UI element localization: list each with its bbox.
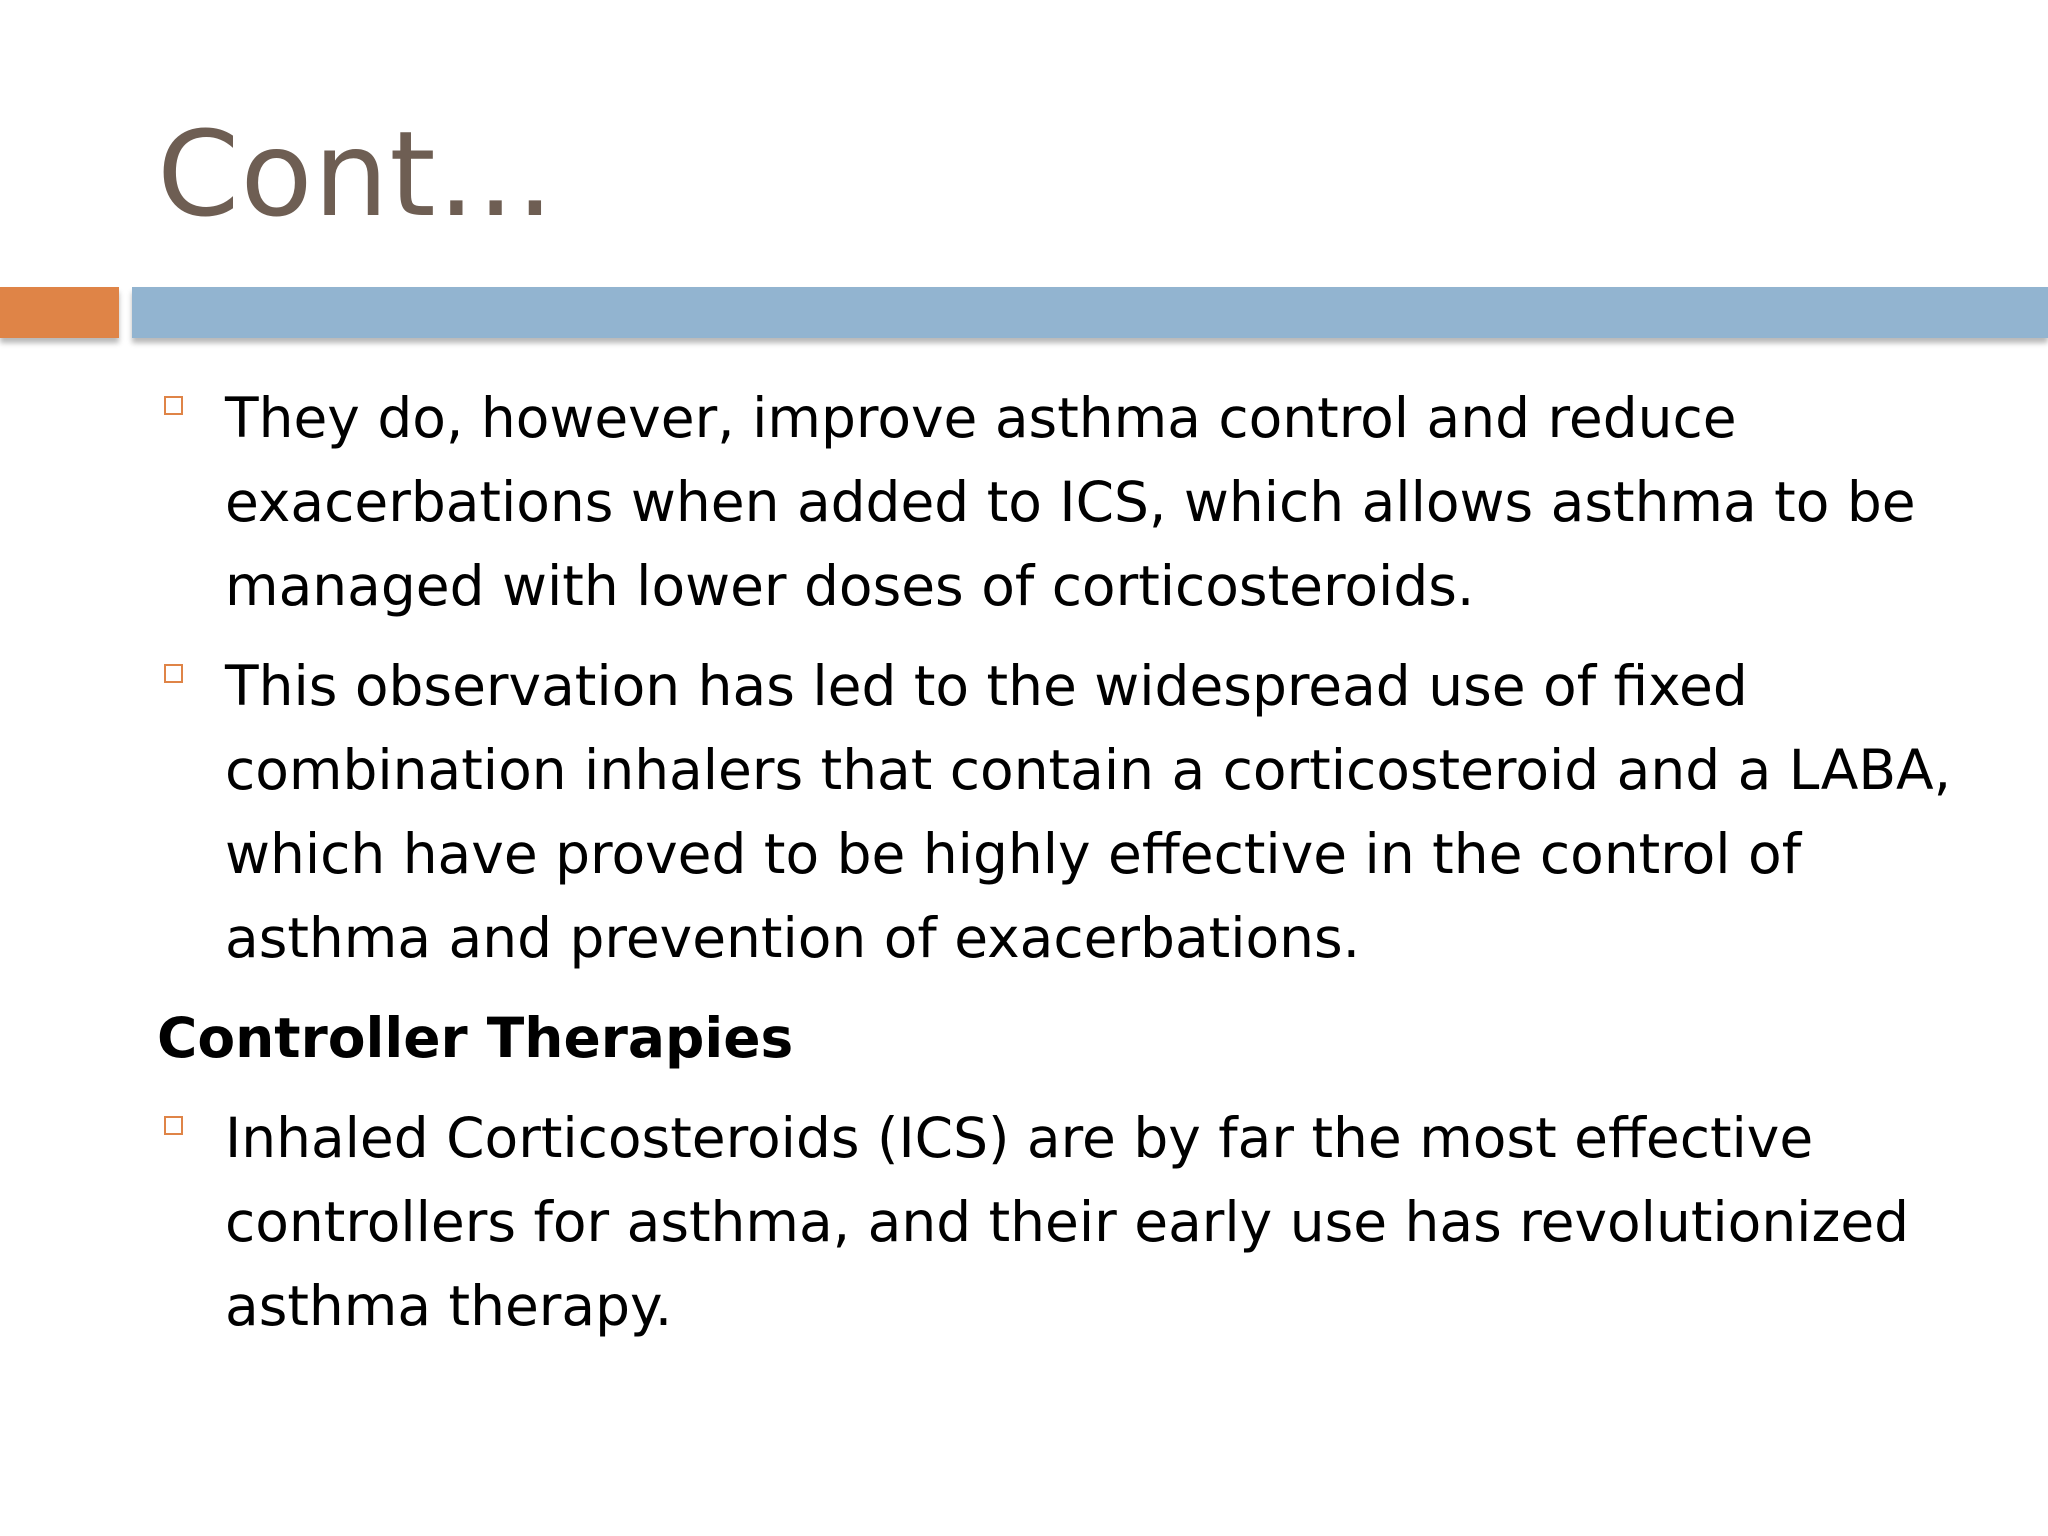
bullet-item xyxy=(157,376,1957,628)
bullet-text: They do, however, improve asthma control and reduce exacerbations when added to ICS, which allows asthma to be managed with lower doses of corticosteroids. xyxy=(225,386,1916,618)
square-bullet-icon xyxy=(164,664,183,683)
square-bullet-icon xyxy=(164,396,183,415)
bullet-item xyxy=(157,644,1957,980)
slide-title: Cont… xyxy=(157,105,556,243)
title-divider-accent xyxy=(0,287,119,338)
bullet-text: This observation has led to the widespread use of fixed combination inhalers that contain a corticosteroid and a LABA, which have proved to be highly effective in the control of asthma and prevention of exacerbations. xyxy=(225,654,1952,970)
title-divider-bar xyxy=(132,287,2048,338)
bullet-text: Inhaled Corticosteroids (ICS) are by far the most effective controllers for asthma, and their early use has revolutionized asthma therapy. xyxy=(225,1106,1910,1338)
slide-body xyxy=(157,376,1957,1364)
square-bullet-icon xyxy=(164,1116,183,1135)
section-heading: Controller Therapies xyxy=(157,1006,794,1070)
bullet-item xyxy=(157,1096,1957,1348)
